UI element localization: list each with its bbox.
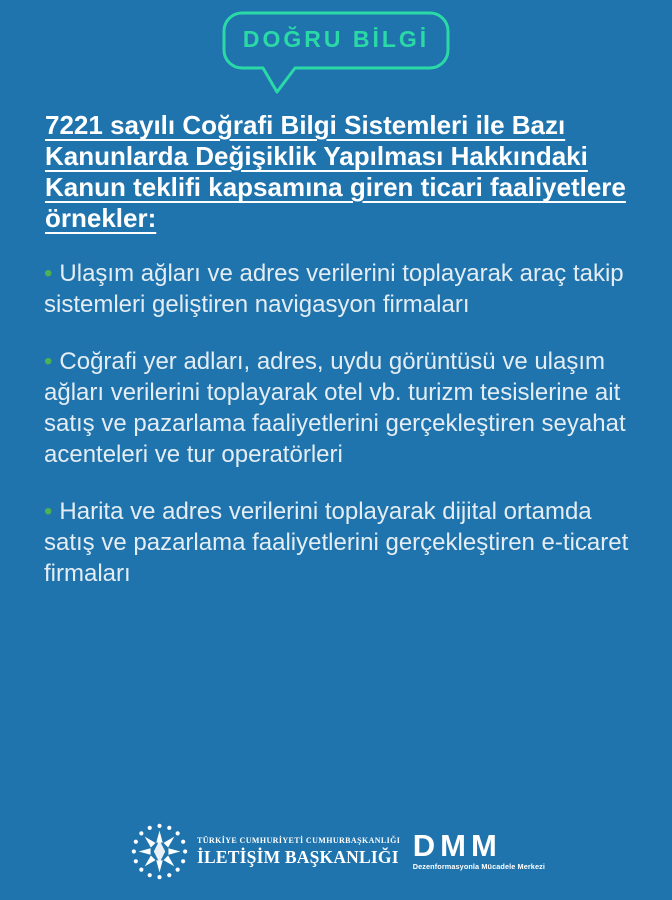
bullet-item <box>44 258 634 320</box>
badge-label: DOĞRU BİLGİ <box>242 25 430 52</box>
page-title: 7221 sayılı Coğrafi Bilgi Sistemleri ile Bazı Kanunlarda Değişiklik Yapılması Hakkındaki Kanun teklifi kapsamına giren ticari faaliyetlere örnekler: <box>45 110 626 233</box>
presidency-line1: TÜRKİYE CUMHURİYETİ CUMHURBAŞKANLIĞI <box>197 835 401 845</box>
bullet-item <box>44 346 634 470</box>
dmm-tagline: Dezenformasyonla Mücadele Merkezi <box>412 861 545 871</box>
presidency-emblem-icon <box>131 823 188 880</box>
presidency-line2: İLETİŞİM BAŞKANLIĞI <box>197 846 399 867</box>
bullet-dot-icon: • <box>44 498 53 525</box>
bullet-text: Coğrafi yer adları, adres, uydu görüntüsü ve ulaşım ağları verilerini toplayarak otel vb. turizm tesislerine ait satış ve pazarlama faaliyetlerini gerçekleştiren seyahat acenteleri ve tur operatörleri <box>44 348 626 468</box>
dmm-logo <box>412 827 545 871</box>
bullet-dot-icon: • <box>44 348 53 375</box>
dogru-bilgi-badge <box>221 10 451 102</box>
bullet-text: Harita ve adres verilerini toplayarak dijital ortamda satış ve pazarlama faaliyetlerini gerçekleştiren e-ticaret firmaları <box>44 498 629 587</box>
bullet-item <box>44 496 634 589</box>
bullet-text: Ulaşım ağları ve adres verilerini toplayarak araç takip sistemleri geliştiren navigasyon firmaları <box>44 260 624 318</box>
footer <box>0 820 672 882</box>
bullet-dot-icon: • <box>44 260 53 287</box>
presidency-logo <box>131 823 400 880</box>
presidency-logo-text <box>197 836 400 867</box>
dmm-acronym: DMM <box>412 827 502 863</box>
